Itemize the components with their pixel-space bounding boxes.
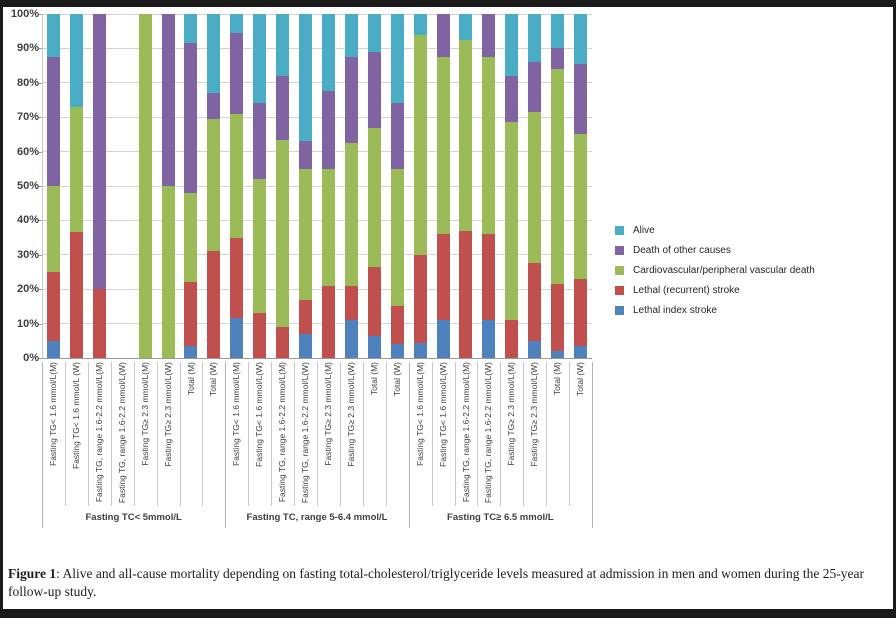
figure-caption-text: : Alive and all-cause mortality depending on fasting total-cholesterol/triglyceride levels measured at admission in men and women during the 25-year follow-up study. — [8, 566, 865, 599]
bar-segment-death-of-other-causes — [184, 43, 197, 193]
bar-segment-alive — [414, 14, 427, 35]
legend-swatch-icon — [615, 226, 624, 235]
category-divider — [202, 362, 203, 506]
bar-segment-alive — [276, 14, 289, 76]
group-separator — [409, 362, 410, 528]
group-label: Fasting TC≥ 6.5 mmol/L — [447, 512, 554, 523]
group-separator — [42, 362, 43, 528]
category-divider — [386, 362, 387, 506]
category-divider — [500, 362, 501, 506]
bar-segment-alive — [322, 14, 335, 91]
x-category-label: Fasting TG≥ 2.3 mmol/L(M) — [506, 362, 517, 466]
legend-label: Death of other causes — [633, 244, 731, 256]
bar-segment-cardiovascular-peripheral-vascular-death — [299, 169, 312, 300]
category-divider — [546, 362, 547, 506]
y-axis-label: 90% — [16, 42, 39, 55]
x-category-label: Total (W) — [391, 362, 402, 396]
category-divider — [248, 362, 249, 506]
bar-segment-cardiovascular-peripheral-vascular-death — [459, 40, 472, 231]
bar-segment-lethal-index-stroke — [528, 341, 541, 358]
legend-item — [615, 220, 815, 240]
bar-segment-cardiovascular-peripheral-vascular-death — [437, 57, 450, 234]
y-axis-label: 80% — [16, 76, 39, 89]
bar-segment-lethal-recurrent-stroke — [414, 255, 427, 343]
bar-segment-alive — [528, 14, 541, 62]
bar-segment-alive — [459, 14, 472, 40]
x-category-label: Fasting TG, range 1.6-2.2 mmol/L(M) — [93, 362, 104, 503]
bar-segment-lethal-recurrent-stroke — [505, 320, 518, 358]
bar-segment-death-of-other-causes — [253, 103, 266, 179]
bar-segment-lethal-recurrent-stroke — [70, 232, 83, 358]
bar-segment-death-of-other-causes — [391, 103, 404, 168]
bar-segment-lethal-index-stroke — [551, 351, 564, 358]
bar-segment-cardiovascular-peripheral-vascular-death — [139, 14, 152, 358]
y-axis-label: 30% — [16, 248, 39, 261]
legend-swatch-icon — [615, 306, 624, 315]
category-divider — [134, 362, 135, 506]
bar-segment-lethal-index-stroke — [391, 344, 404, 358]
bar-segment-lethal-recurrent-stroke — [47, 272, 60, 341]
y-axis-label: 40% — [16, 214, 39, 227]
x-category-label: Total (W) — [575, 362, 586, 396]
bar-segment-death-of-other-causes — [551, 48, 564, 69]
bar-segment-alive — [207, 14, 220, 93]
y-axis-line — [42, 14, 43, 358]
bar-segment-cardiovascular-peripheral-vascular-death — [528, 112, 541, 263]
bar-segment-cardiovascular-peripheral-vascular-death — [345, 143, 358, 286]
bar-segment-alive — [230, 14, 243, 33]
bar-segment-alive — [551, 14, 564, 48]
category-divider — [111, 362, 112, 506]
bar-segment-alive — [47, 14, 60, 57]
x-category-label: Fasting TG< 1.6 mmol/L(M) — [231, 362, 242, 466]
x-category-label: Fasting TG< 1.6 mmol/L(W) — [254, 362, 265, 467]
legend-swatch-icon — [615, 266, 624, 275]
bar-segment-lethal-recurrent-stroke — [368, 267, 381, 336]
bar-segment-cardiovascular-peripheral-vascular-death — [391, 169, 404, 307]
bar-segment-lethal-recurrent-stroke — [322, 286, 335, 358]
legend-item — [615, 300, 815, 320]
category-divider — [340, 362, 341, 506]
x-category-label: Total (M) — [185, 362, 196, 396]
bar-segment-lethal-index-stroke — [230, 318, 243, 358]
legend-label: Alive — [633, 224, 655, 236]
bar-segment-cardiovascular-peripheral-vascular-death — [276, 140, 289, 327]
bar-segment-alive — [70, 14, 83, 107]
y-axis-label: 20% — [16, 283, 39, 296]
bar-segment-alive — [184, 14, 197, 43]
group-label: Fasting TC< 5mmol/L — [85, 512, 182, 523]
bar-segment-lethal-index-stroke — [414, 343, 427, 358]
bar-segment-lethal-index-stroke — [574, 346, 587, 358]
bar-segment-death-of-other-causes — [207, 93, 220, 119]
bar-segment-lethal-recurrent-stroke — [528, 263, 541, 340]
bar-segment-cardiovascular-peripheral-vascular-death — [322, 169, 335, 286]
bar-segment-lethal-recurrent-stroke — [230, 238, 243, 319]
legend-item — [615, 240, 815, 260]
bar-segment-alive — [391, 14, 404, 103]
category-divider — [363, 362, 364, 506]
category-divider — [65, 362, 66, 506]
bar-segment-alive — [299, 14, 312, 141]
x-category-label: Fasting TG, range 1.6-2.2 mmol/L(W) — [116, 362, 127, 504]
category-divider — [88, 362, 89, 506]
bar-segment-death-of-other-causes — [276, 76, 289, 140]
bar-segment-alive — [574, 14, 587, 64]
x-category-label: Fasting TG≥ 2.3 mmol/L(M) — [139, 362, 150, 466]
bar-segment-cardiovascular-peripheral-vascular-death — [482, 57, 495, 234]
bar-segment-lethal-recurrent-stroke — [93, 289, 106, 358]
category-divider — [432, 362, 433, 506]
bar-segment-cardiovascular-peripheral-vascular-death — [505, 122, 518, 320]
x-category-label: Fasting TG, range 1.6-2.2 mmol/L(W) — [300, 362, 311, 504]
bar-segment-lethal-recurrent-stroke — [482, 234, 495, 320]
bar-segment-cardiovascular-peripheral-vascular-death — [230, 114, 243, 238]
x-category-label: Fasting TG≥ 2.3 mmol/L(M) — [323, 362, 333, 466]
category-divider — [271, 362, 272, 506]
bar-segment-death-of-other-causes — [162, 14, 175, 186]
x-category-label: Fasting TG< 1.6 mmol/L(M) — [414, 362, 425, 466]
category-divider — [180, 362, 181, 506]
plot-area — [42, 14, 592, 358]
bar-segment-cardiovascular-peripheral-vascular-death — [207, 119, 220, 251]
legend-item — [615, 260, 815, 280]
legend-item — [615, 280, 815, 300]
bar-segment-death-of-other-causes — [368, 52, 381, 128]
bar-segment-alive — [253, 14, 266, 103]
category-divider — [569, 362, 570, 506]
bar-segment-cardiovascular-peripheral-vascular-death — [70, 107, 83, 233]
legend-swatch-icon — [615, 286, 624, 295]
x-category-label: Fasting TG≥ 2.3 mmol/L(W) — [345, 362, 356, 467]
category-divider — [317, 362, 318, 506]
bar-segment-lethal-recurrent-stroke — [437, 234, 450, 320]
bar-segment-death-of-other-causes — [322, 91, 335, 168]
stacked-bar-chart — [3, 7, 893, 609]
bar-segment-lethal-recurrent-stroke — [184, 282, 197, 346]
x-category-label: Fasting TG, range 1.6-2.2 mmol/L(M) — [460, 362, 471, 503]
bar-segment-alive — [505, 14, 518, 76]
legend-label: Lethal (recurrent) stroke — [633, 284, 740, 296]
bar-segment-cardiovascular-peripheral-vascular-death — [253, 179, 266, 313]
x-category-label: Fasting TG< 1.6 mmol/L(M) — [48, 362, 58, 466]
bar-segment-lethal-recurrent-stroke — [391, 306, 404, 344]
bar-segment-death-of-other-causes — [47, 57, 60, 186]
bar-segment-lethal-recurrent-stroke — [551, 284, 564, 351]
legend-label: Lethal index stroke — [633, 304, 717, 316]
y-axis-label: 100% — [10, 8, 39, 20]
group-separator — [592, 362, 593, 528]
x-category-label: Total (W) — [208, 362, 219, 396]
bar-segment-cardiovascular-peripheral-vascular-death — [47, 186, 60, 272]
y-axis-label: 70% — [16, 111, 39, 124]
x-category-label: Fasting TG≥ 2.3 mmol/L(W) — [162, 362, 173, 467]
bar-segment-death-of-other-causes — [299, 141, 312, 169]
bar-segment-lethal-recurrent-stroke — [253, 313, 266, 358]
category-divider — [157, 362, 158, 506]
bar-segment-death-of-other-causes — [437, 14, 450, 57]
bar-segment-lethal-recurrent-stroke — [574, 279, 587, 346]
bar-segment-death-of-other-causes — [505, 76, 518, 122]
bar-segment-alive — [345, 14, 358, 57]
bar-segment-death-of-other-causes — [230, 33, 243, 114]
bar-segment-lethal-recurrent-stroke — [207, 251, 220, 358]
bar-segment-lethal-index-stroke — [299, 334, 312, 358]
bar-segment-lethal-index-stroke — [368, 336, 381, 358]
y-axis-label: 0% — [23, 352, 39, 364]
bar-segment-cardiovascular-peripheral-vascular-death — [184, 193, 197, 282]
category-divider — [523, 362, 524, 506]
x-category-label: Fasting TG, range 1.6-2.2 mmol/L(M) — [277, 362, 288, 503]
bar-segment-death-of-other-causes — [345, 57, 358, 143]
bar-segment-cardiovascular-peripheral-vascular-death — [551, 69, 564, 284]
bar-segment-alive — [368, 14, 381, 52]
bar-segment-cardiovascular-peripheral-vascular-death — [574, 134, 587, 278]
bar-segment-cardiovascular-peripheral-vascular-death — [414, 35, 427, 255]
legend-swatch-icon — [615, 246, 624, 255]
bar-segment-cardiovascular-peripheral-vascular-death — [368, 128, 381, 267]
bar-segment-death-of-other-causes — [482, 14, 495, 57]
bar-segment-lethal-index-stroke — [437, 320, 450, 358]
chart-legend — [615, 220, 815, 320]
legend-label: Cardiovascular/peripheral vascular death — [633, 264, 815, 276]
group-separator — [225, 362, 226, 528]
y-axis-label: 10% — [16, 317, 39, 330]
bar-segment-lethal-index-stroke — [47, 341, 60, 358]
bar-segment-death-of-other-causes — [574, 64, 587, 135]
y-axis-label: 50% — [16, 180, 39, 192]
bar-segment-lethal-index-stroke — [482, 320, 495, 358]
bar-segment-death-of-other-causes — [528, 62, 541, 112]
y-axis-label: 60% — [16, 145, 39, 158]
x-category-label: Fasting TG< 1.6 mmol/L (W) — [70, 362, 81, 469]
bar-segment-cardiovascular-peripheral-vascular-death — [162, 186, 175, 358]
x-category-label: Total (M) — [552, 362, 563, 396]
x-category-label: Fasting TG, range 1.6-2.2 mmol/L(W) — [483, 362, 494, 504]
bar-segment-death-of-other-causes — [93, 14, 106, 289]
category-divider — [455, 362, 456, 506]
bar-segment-lethal-recurrent-stroke — [459, 231, 472, 358]
figure-caption — [8, 565, 884, 601]
figure-caption-label: Figure 1 — [8, 566, 57, 581]
bar-segment-lethal-recurrent-stroke — [276, 327, 289, 358]
category-divider — [294, 362, 295, 506]
x-category-label: Total (M) — [368, 362, 379, 396]
x-category-label: Fasting TG< 1.6 mmol/L(W) — [437, 362, 448, 467]
bar-segment-lethal-recurrent-stroke — [345, 286, 358, 320]
bar-segment-lethal-index-stroke — [184, 346, 197, 358]
x-category-label: Fasting TG≥ 2.3 mmol/L(W) — [529, 362, 540, 467]
group-label: Fasting TC, range 5-6.4 mmol/L — [246, 512, 388, 523]
category-divider — [477, 362, 478, 506]
bar-segment-lethal-recurrent-stroke — [299, 300, 312, 334]
bar-segment-lethal-index-stroke — [345, 320, 358, 358]
